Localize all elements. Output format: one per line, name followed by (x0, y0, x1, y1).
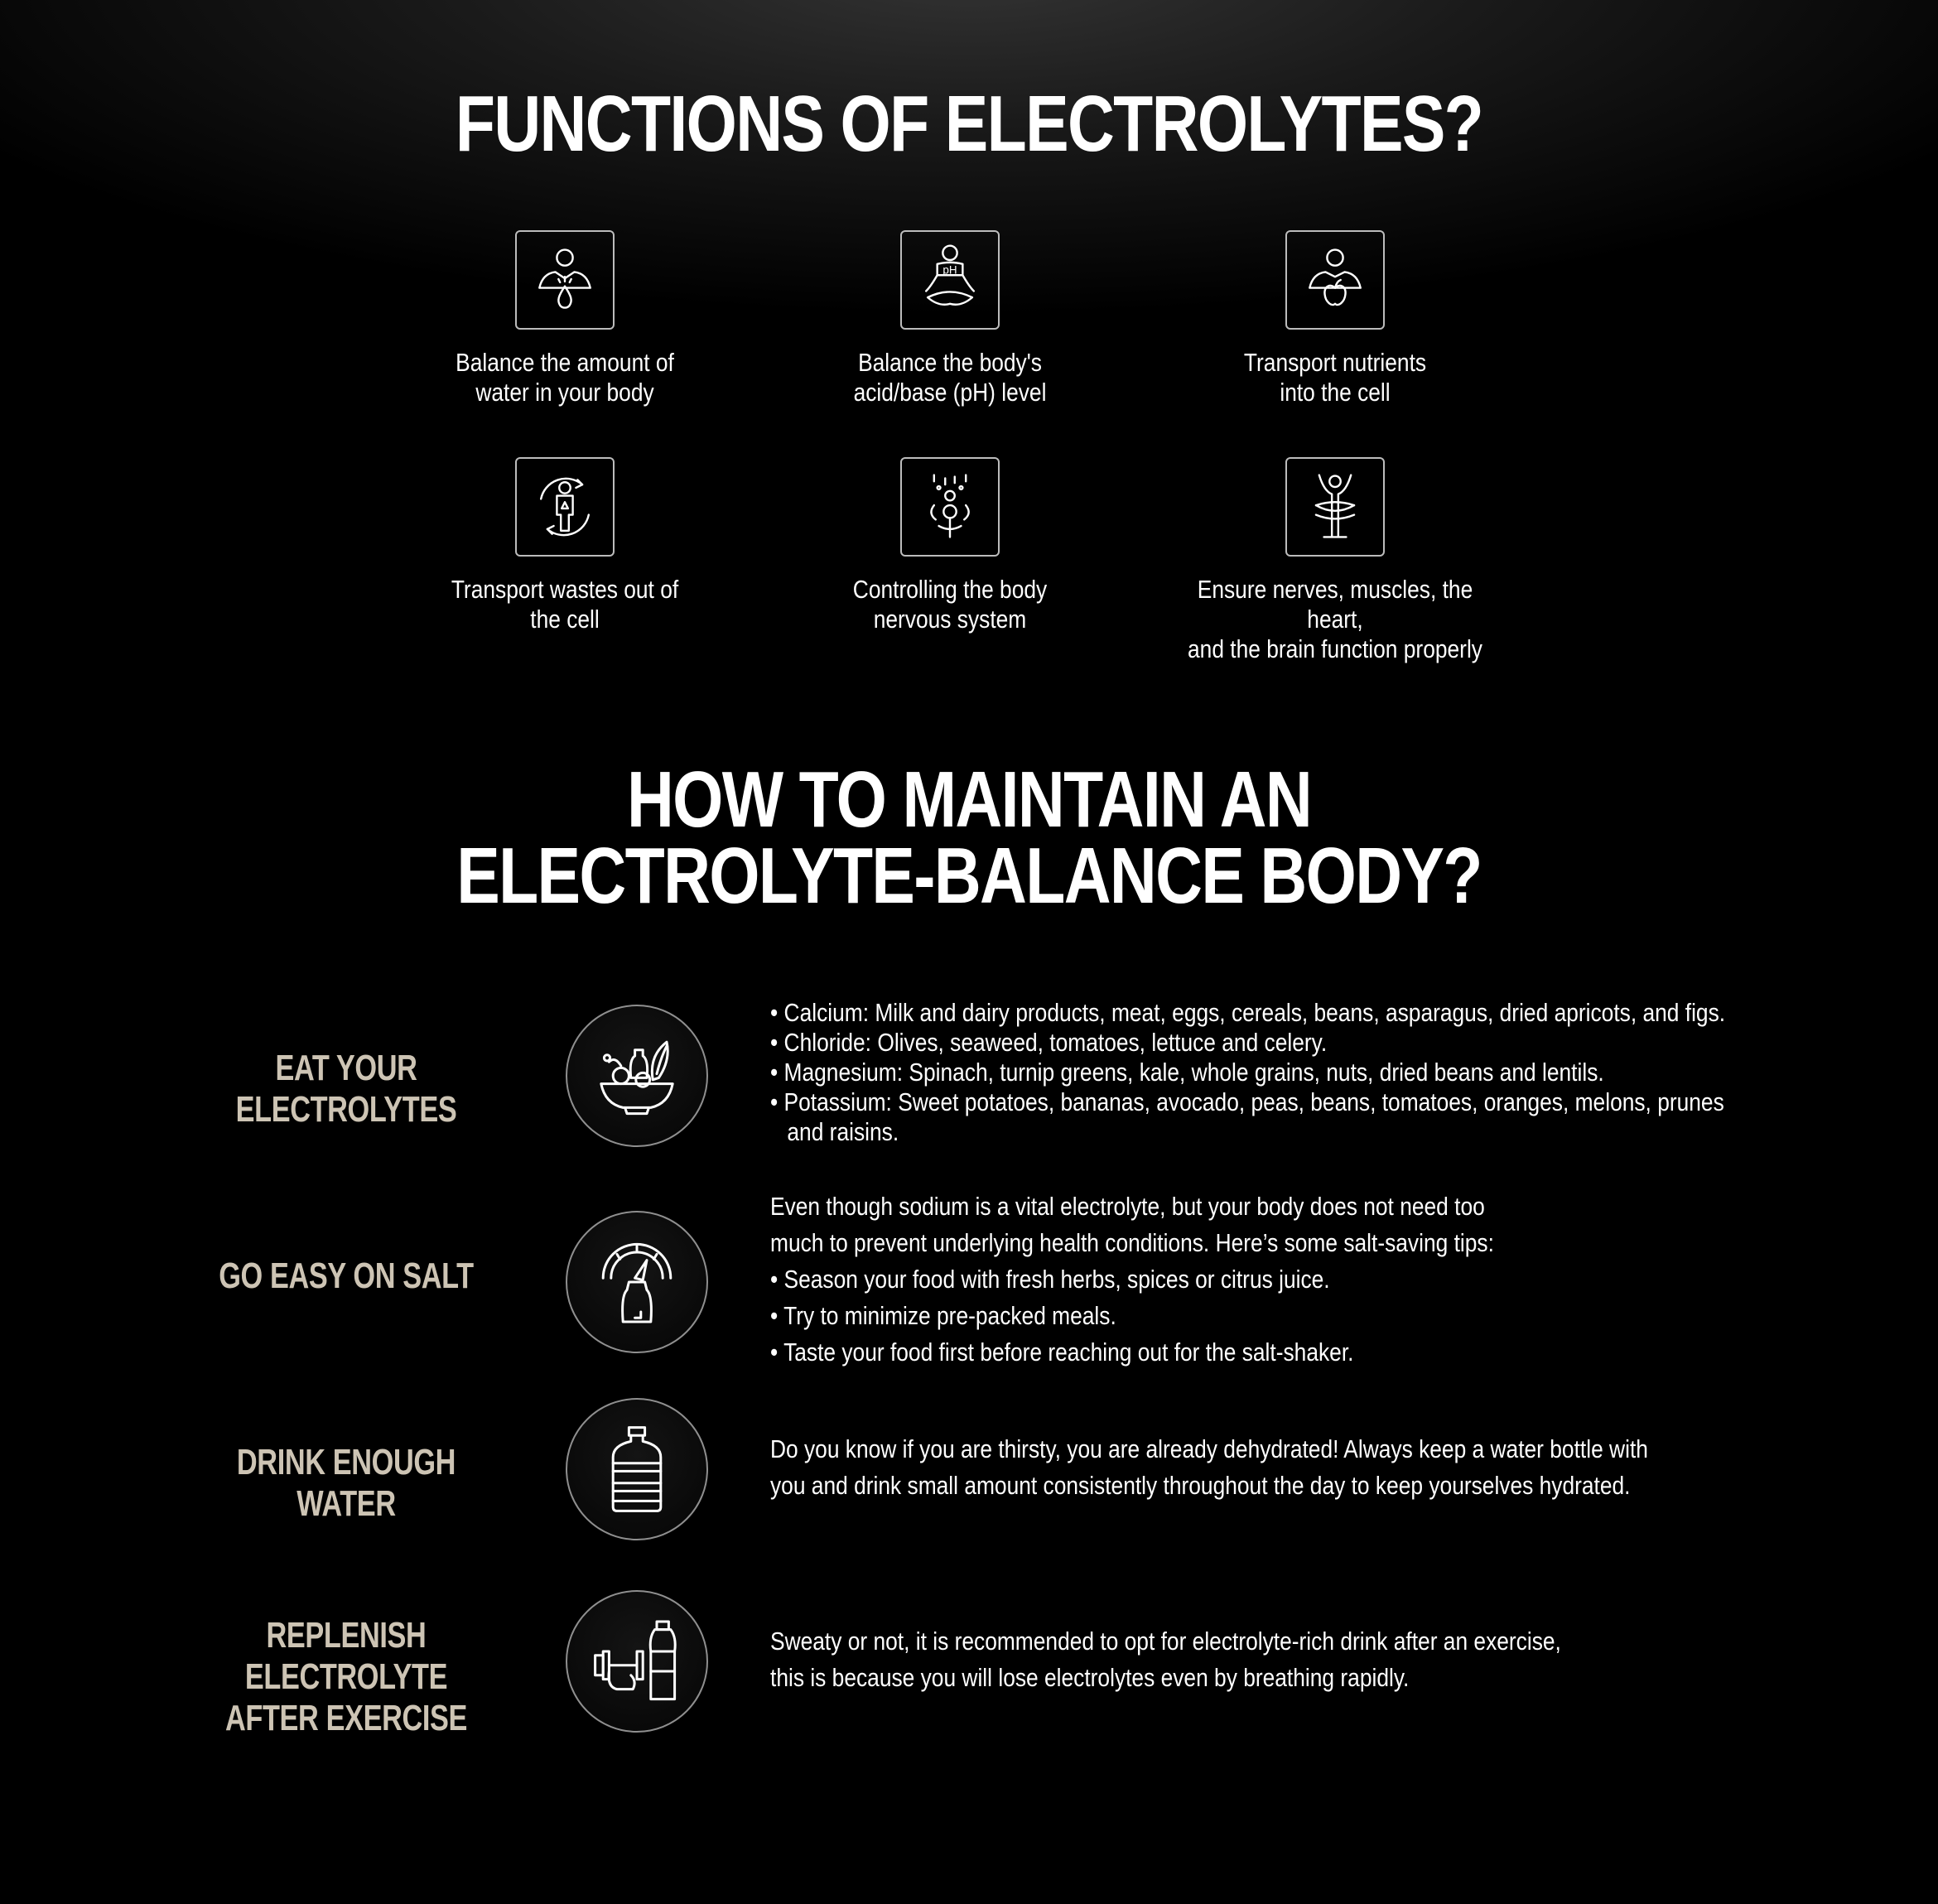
person-ph-meditation-icon (910, 240, 990, 320)
maintain-title: HOW TO MAINTAIN AN ELECTROLYTE-BALANCE BODY? (456, 755, 1482, 920)
function-caption: Transport wastes out of the cell (451, 575, 679, 634)
function-item-nervous (776, 457, 1124, 634)
function-item-nutrients (1161, 230, 1509, 407)
function-item-wastes (391, 457, 739, 634)
function-tile (1285, 457, 1385, 557)
text-line: • Try to minimize pre-packed meals. (770, 1301, 1116, 1330)
way-icon-circle (566, 1590, 708, 1733)
text-line: Sweaty or not, it is recommended to opt for electrolyte-rich drink after an exercise, (770, 1627, 1561, 1656)
way-label-eat: EAT YOUR ELECTROLYTES (235, 1048, 457, 1130)
function-tile (900, 230, 1000, 330)
text-line: • Chloride: Olives, seaweed, tomatoes, lettuce and celery. (770, 1028, 1328, 1057)
text-line: • Potassium: Sweet potatoes, bananas, avocado, peas, beans, tomatoes, oranges, melons, prunes (770, 1087, 1724, 1116)
svg-text:pH: pH (942, 263, 957, 277)
way-icon-circle (566, 1005, 708, 1147)
way-icon-circle (566, 1211, 708, 1353)
function-item-water (391, 230, 739, 407)
function-caption: Balance the amount of water in your body (456, 348, 674, 407)
text-line: • Calcium: Milk and dairy products, meat, eggs, cereals, beans, asparagus, dried apricots, and figs. (770, 998, 1726, 1027)
function-tile (1285, 230, 1385, 330)
text-line: this is because you will lose electrolytes even by breathing rapidly. (770, 1663, 1410, 1692)
way-text-eat (770, 998, 1726, 1147)
food-bowl-icon (587, 1026, 687, 1126)
way-icon-circle (566, 1398, 708, 1540)
way-text-replenish (770, 1623, 1657, 1696)
person-water-drop-icon (525, 240, 605, 320)
salt-shaker-gauge-icon (587, 1232, 687, 1332)
way-label-salt: GO EASY ON SALT (219, 1256, 474, 1296)
way-label-replenish: REPLENISH ELECTROLYTE AFTER EXERCISE (224, 1615, 468, 1738)
person-recycle-icon (525, 467, 605, 547)
way-label-water: DRINK ENOUGH WATER (236, 1442, 456, 1524)
person-nervous-system-icon (910, 467, 990, 547)
text-line: Even though sodium is a vital electrolyte, but your body does not need too (770, 1192, 1485, 1221)
way-text-water (770, 1431, 1657, 1504)
water-bottle-icon (587, 1420, 687, 1519)
function-caption: Balance the body's acid/base (pH) level (853, 348, 1047, 407)
function-item-organs (1161, 457, 1509, 664)
function-caption: Ensure nerves, muscles, the heart, and the brain function properly (1188, 575, 1482, 663)
text-line: and raisins. (787, 1117, 899, 1146)
function-caption: Controlling the body nervous system (852, 575, 1048, 634)
text-line: • Magnesium: Spinach, turnip greens, kale, whole grains, nuts, dried beans and lentils. (770, 1058, 1604, 1087)
text-line: Do you know if you are thirsty, you are already dehydrated! Always keep a water bottle with (770, 1434, 1648, 1463)
way-text-salt (770, 1188, 1657, 1371)
function-tile (515, 457, 615, 557)
text-line: • Taste your food first before reaching out for the salt-shaker. (770, 1338, 1354, 1367)
text-line: • Season your food with fresh herbs, spices or citrus juice. (770, 1265, 1330, 1294)
text-line: you and drink small amount consistently throughout the day to keep yourselves hydrated. (770, 1471, 1631, 1500)
person-energy-icon (1295, 467, 1375, 547)
function-tile (515, 230, 615, 330)
function-item-ph (776, 230, 1124, 407)
function-caption: Transport nutrients into the cell (1243, 348, 1427, 407)
person-apple-icon (1295, 240, 1375, 320)
function-tile (900, 457, 1000, 557)
dumbbell-drink-icon (587, 1612, 687, 1711)
functions-title: FUNCTIONS OF ELECTROLYTES? (455, 80, 1483, 168)
text-line: much to prevent underlying health conditions. Here’s some salt-saving tips: (770, 1228, 1494, 1257)
